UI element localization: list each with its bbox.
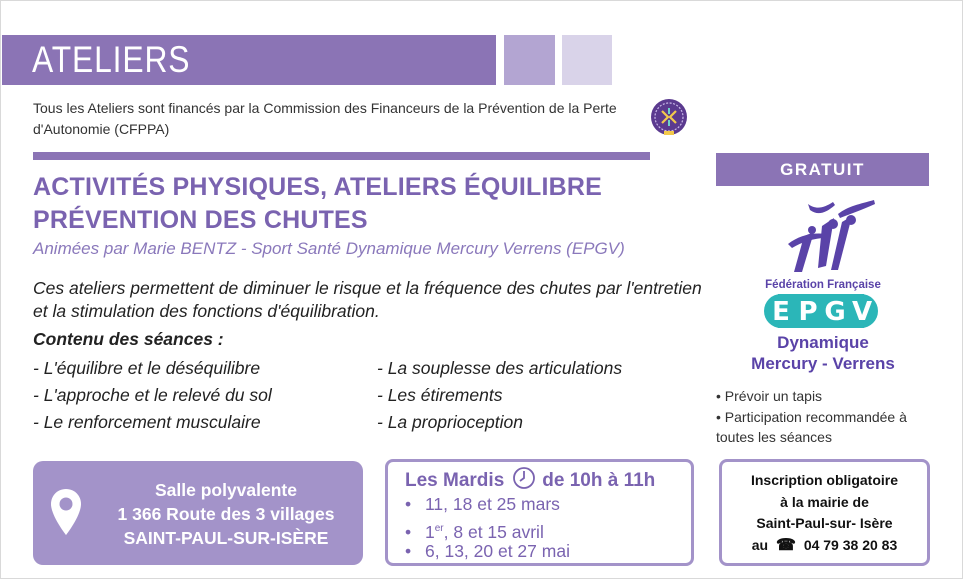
schedule-hours: de 10h à 11h: [542, 470, 656, 491]
list-item: • 1er, 8 et 15 avril: [405, 521, 544, 542]
activity-intro: Ces ateliers permettent de diminuer le risque et la fréquence des chutes par l'entretien et la stimulation des fonctions d'équilibration.: [33, 278, 702, 321]
free-badge: GRATUIT: [716, 153, 929, 186]
logo-letter-e: E: [772, 297, 790, 327]
note-item: • Prévoir un tapis: [716, 388, 823, 404]
schedule-day: Les Mardis: [405, 470, 505, 491]
schedule-header: [405, 466, 655, 492]
epgv-logo: [738, 196, 908, 376]
activity-subtitle: Animées par Marie BENTZ - Sport Santé Dynamique Mercury Verrens (EPGV): [33, 239, 625, 258]
registration-line-2: à la mairie de: [780, 493, 869, 510]
activity-title: [33, 171, 693, 237]
logo-dynamique: Dynamique: [777, 333, 869, 352]
epgv-letters: [764, 294, 878, 328]
list-item: • 11, 18 et 25 mars: [405, 494, 560, 514]
location-town: SAINT-PAUL-SUR-ISÈRE: [123, 528, 329, 548]
page-title: ATELIERS: [32, 39, 191, 80]
phone-prefix: au: [751, 536, 769, 553]
activity-title-line-1: ACTIVITÉS PHYSIQUES, ATELIERS ÉQUILIBRE: [33, 173, 602, 201]
registration-line-1: Inscription obligatoire: [750, 472, 898, 488]
location-street: 1 366 Route des 3 villages: [117, 504, 335, 524]
logo-mercury-verrens: Mercury - Verrens: [751, 354, 895, 373]
list-item: - Les étirements: [377, 385, 503, 405]
clock-icon: [512, 466, 536, 490]
list-item: - La souplesse des articulations: [377, 358, 623, 378]
list-item: - L'équilibre et le déséquilibre: [33, 358, 261, 378]
phone-number: 04 79 38 20 83: [803, 536, 898, 553]
list-item: - L'approche et le relevé du sol: [33, 385, 272, 405]
header-square-light: [562, 35, 612, 85]
registration-phone-line: [722, 535, 927, 557]
logo-letter-p: P: [798, 297, 818, 327]
section-divider: [33, 152, 650, 160]
cfppa-logo-icon: [650, 98, 688, 136]
list-item: - Le renforcement musculaire: [33, 412, 261, 432]
location-name: Salle polyvalente: [154, 480, 297, 500]
figures-icon: [788, 200, 875, 272]
phone-icon: ☎: [775, 536, 796, 554]
logo-letter-g: G: [824, 297, 846, 327]
logo-letter-v: V: [851, 297, 873, 327]
schedule-dates: [405, 493, 570, 564]
location-address: [92, 478, 360, 550]
practical-notes: [716, 386, 941, 448]
registration-line-3: Saint-Paul-sur- Isère: [756, 515, 893, 531]
header-square-medium: [504, 35, 555, 85]
list-item: - La proprioception: [377, 412, 523, 432]
registration-text: [722, 470, 927, 556]
list-item: • 6, 13, 20 et 27 mai: [405, 541, 570, 561]
content-list-left: [33, 355, 272, 436]
note-item: • Participation recommandée à toutes les séances: [716, 408, 907, 445]
content-heading: Contenu des séances :: [33, 329, 224, 349]
logo-federation: Fédération Française: [765, 279, 881, 291]
content-list-right: [377, 355, 622, 436]
activity-title-line-2: PRÉVENTION DES CHUTES: [33, 206, 368, 234]
financement-text: Tous les Ateliers sont financés par la Commission des Financeurs de la Prévention de la Perte d'Autonomie (CFPPA): [33, 100, 617, 137]
location-pin-icon: [48, 487, 84, 537]
